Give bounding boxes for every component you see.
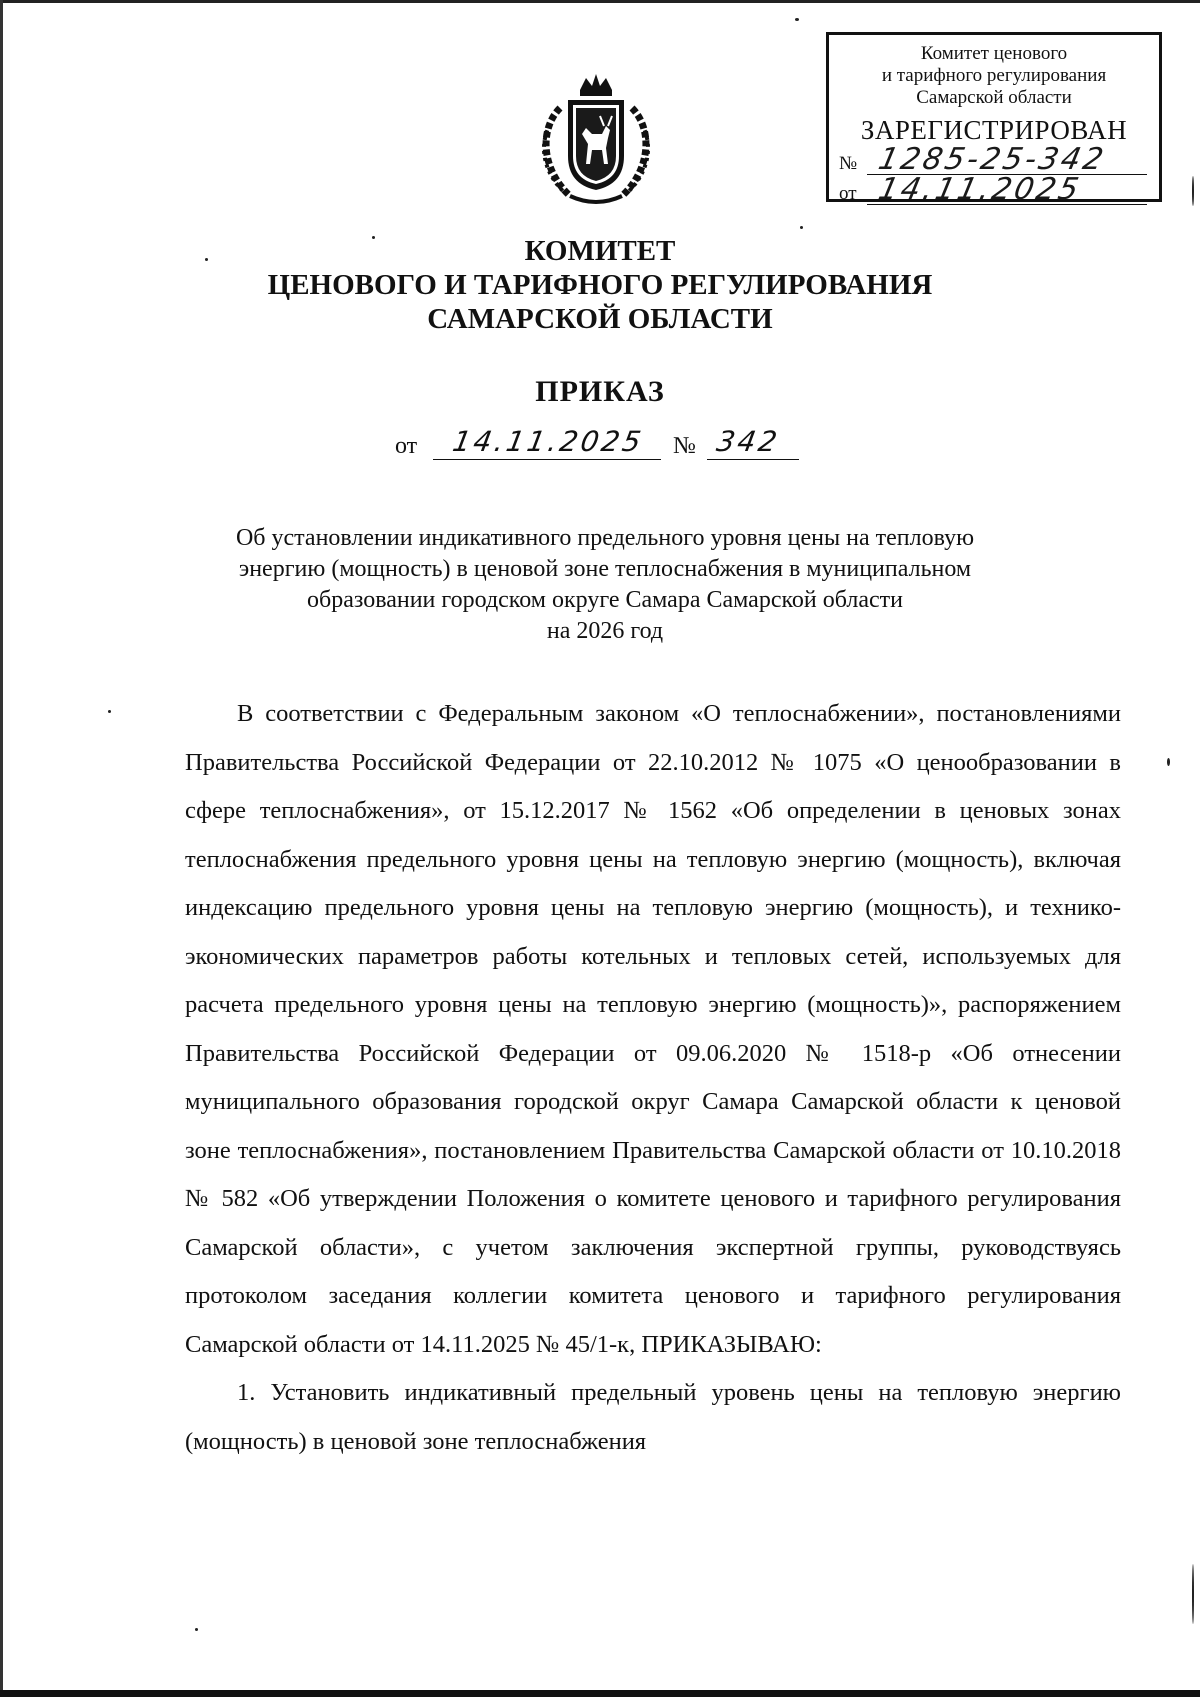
stamp-line-3: Самарской области — [916, 87, 1072, 108]
order-body — [185, 690, 1121, 1466]
stamp-date-handwritten: 14.11.2025 — [875, 172, 1085, 207]
scan-speck — [795, 18, 799, 21]
stamp-number-label: № — [839, 153, 858, 174]
scan-speck — [1192, 176, 1194, 206]
scan-edge-top — [0, 0, 1200, 3]
order-date-underline — [433, 459, 661, 460]
order-date-handwritten: 14.11.2025 — [450, 425, 647, 458]
scan-speck — [1167, 758, 1170, 766]
coat-of-arms-emblem — [530, 68, 662, 208]
order-date-label: от — [395, 433, 418, 459]
order-number-underline — [707, 459, 799, 460]
preamble-paragraph: В соответствии с Федеральным законом «О теплоснабжении», постановлениями Правительства Российской Федерации от 22.10.2012 № 1075 «О ценообразовании в сфере теплоснабжения», от 15.12.2017 № 1562 «Об определении в ценовых зонах теплоснабжения предельного уровня цены на тепловую энергию (мощность), включая индексацию предельного уровня цены на тепловую энергию (мощность), и технико-экономических параметров работы котельных и тепловых сетей, используемых для расчета предельного уровня цены на тепловую энергию (мощность)», распоряжением Правительства Российской Федерации от 09.06.2020 № 1518-р «Об отнесении муниципального образования городской округ Самара Самарской области к ценовой зоне теплоснабжения», постановлением Правительства Самарской области от 10.10.2018 № 582 «Об утверждении Положения о комитете ценового и тарифного регулирования Самарской области», с учетом заключения экспертной группы, руководствуясь протоколом заседания коллегии комитета ценового и тарифного регулирования Самарской области от 14.11.2025 № 45/1-к, ПРИКАЗЫВАЮ: — [185, 700, 1121, 1358]
order-subject — [180, 523, 1030, 647]
subject-line-2: энергию (мощность) в ценовой зоне теплоснабжения в муниципальном — [238, 556, 972, 582]
subject-line-3: образовании городском округе Самара Самарской области — [306, 587, 903, 613]
stamp-date-label: от — [839, 183, 857, 204]
stamp-line-1: Комитет ценового — [920, 43, 1068, 64]
subject-line-1: Об установлении индикативного предельного уровня цены на тепловую — [235, 525, 975, 551]
stamp-registered-label: ЗАРЕГИСТРИРОВАН — [860, 115, 1128, 145]
scan-speck — [1192, 1564, 1194, 1624]
stamp-date-row — [839, 172, 1147, 207]
scan-speck — [205, 258, 208, 261]
scan-edge-bottom — [0, 1690, 1200, 1697]
document-type-title: ПРИКАЗ — [535, 375, 665, 408]
committee-line-3: САМАРСКОЙ ОБЛАСТИ — [427, 303, 773, 335]
registration-stamp — [826, 32, 1162, 207]
committee-line-1: КОМИТЕТ — [524, 235, 676, 267]
stamp-number-handwritten: 1285-25-342 — [875, 142, 1110, 177]
committee-line-2: ЦЕНОВОГО И ТАРИФНОГО РЕГУЛИРОВАНИЯ — [267, 269, 933, 301]
committee-heading — [0, 234, 1200, 336]
order-date-number-line — [395, 425, 815, 464]
order-number-label: № — [673, 433, 696, 459]
scan-speck — [800, 226, 803, 229]
scan-speck — [372, 236, 375, 239]
order-item-1: 1. Установить индикативный предельный уровень цены на тепловую энергию (мощность) в ценовой зоне теплоснабжения — [185, 1379, 1121, 1455]
stamp-line-2: и тарифного регулирования — [881, 65, 1107, 86]
scan-speck — [108, 710, 111, 713]
subject-line-4: на 2026 год — [546, 618, 664, 644]
order-number-handwritten: 342 — [714, 425, 783, 458]
scan-speck — [195, 1628, 198, 1631]
